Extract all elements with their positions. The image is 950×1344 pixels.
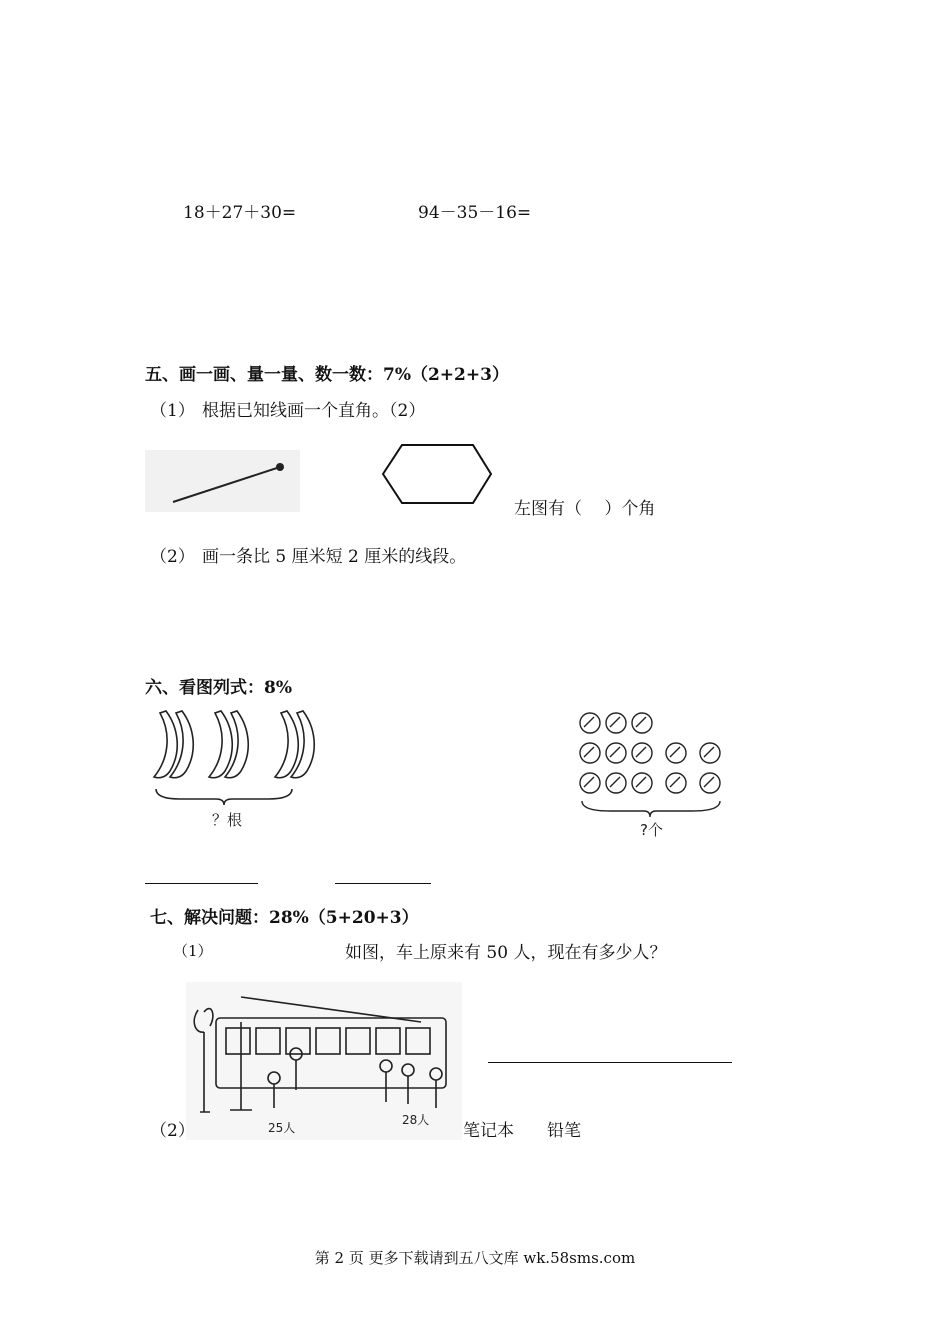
answer-line-3 (488, 1062, 732, 1063)
fruits-figure (570, 705, 740, 845)
fruit-group (580, 713, 720, 817)
line-endpoint (276, 463, 284, 471)
hexagon-figure (380, 442, 495, 508)
section-7-heading: 七、解决问题：28%（5+20+3） (150, 908, 419, 928)
answer-line-1 (145, 883, 258, 884)
bananas-label: ？根 (212, 811, 243, 829)
question-text: 画一条比 5 厘米短 2 厘米的线段。 (202, 547, 467, 567)
question-number: （1） (173, 942, 213, 960)
angle-count-question: 左图有（ ）个角 (514, 499, 656, 519)
hexagon-shape (383, 445, 491, 503)
bananas-figure (140, 705, 330, 835)
expression-2: 94－35－16= (418, 203, 532, 223)
figure-background (145, 450, 300, 512)
bus-left-label: 25人 (268, 1121, 296, 1135)
answer-line-2 (335, 883, 431, 884)
bus-right-label: 28人 (402, 1113, 430, 1127)
section-5-heading: 五、画一画、量一量、数一数：7%（2+2+3） (145, 365, 509, 385)
question-number: （2） (150, 1121, 195, 1141)
section-6-heading: 六、看图列式：8% (145, 678, 292, 698)
bus-figure (186, 982, 466, 1142)
pencil-label: 铅笔 (547, 1121, 581, 1141)
banana-group (154, 711, 314, 805)
given-line-figure (145, 450, 305, 520)
question-number: （1） (150, 401, 195, 421)
notebook-label: 笔记本 (463, 1121, 514, 1141)
question-text: 如图，车上原来有 50 人，现在有多少人？ (345, 943, 667, 963)
page-footer: 第 2 页 更多下载请到五八文库 wk.58sms.com (314, 1249, 636, 1267)
expression-1: 18＋27＋30= (183, 203, 297, 223)
question-number: （2） (150, 547, 195, 567)
question-text: 根据已知线画一个直角。（2） (202, 401, 426, 421)
fruits-label: ?个 (640, 821, 663, 839)
